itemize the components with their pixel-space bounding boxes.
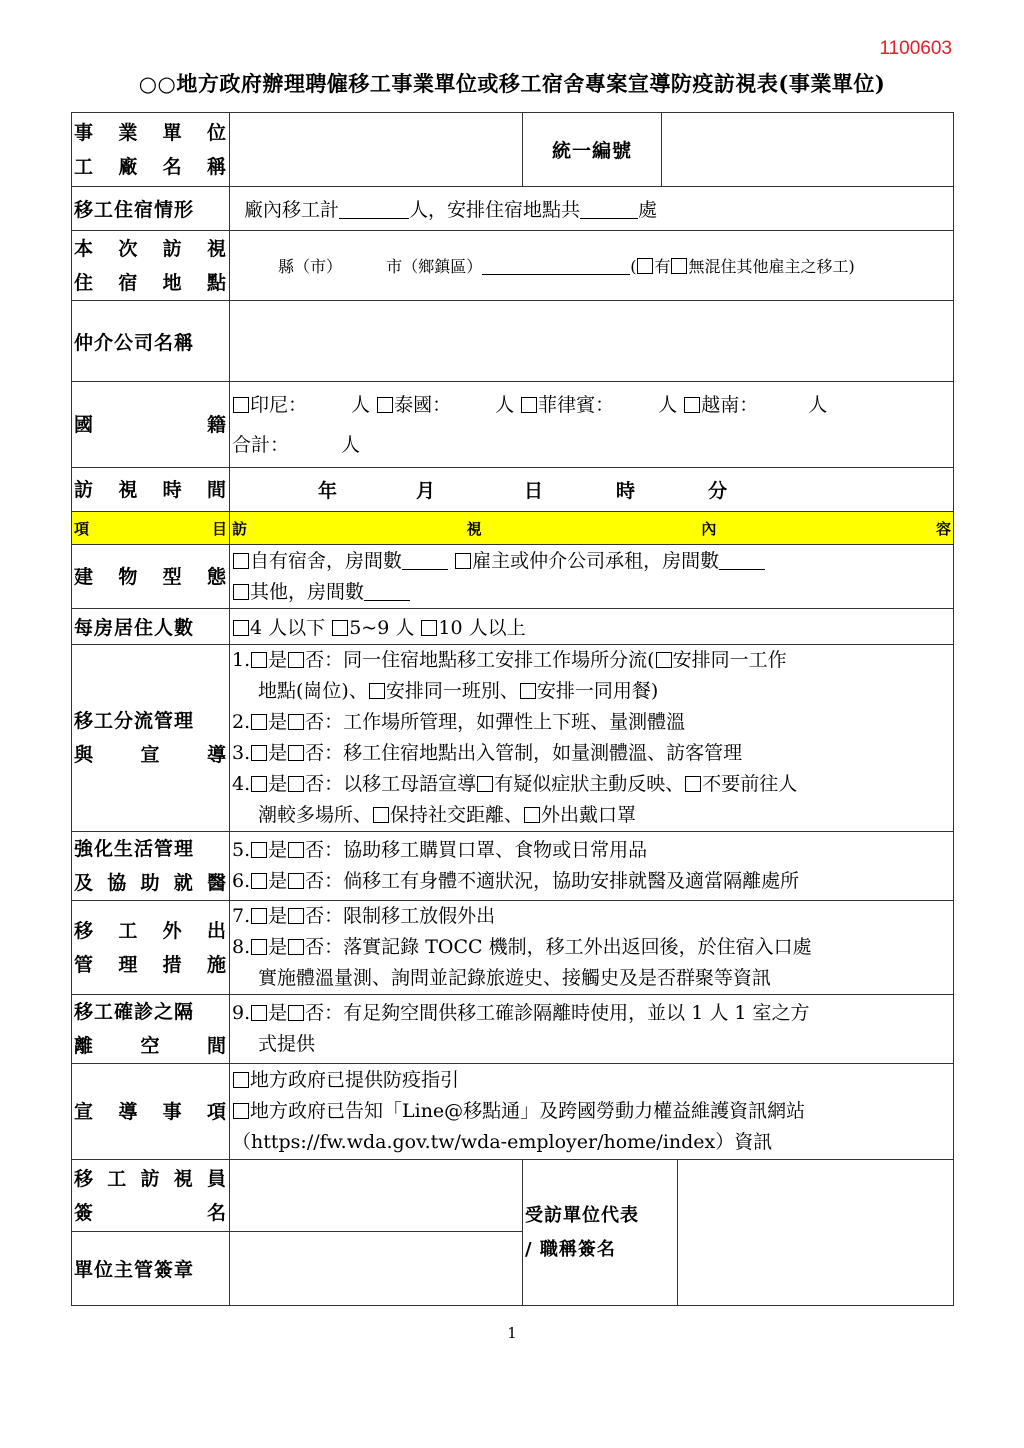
label-unit-line1: 事 業 單 位 — [74, 121, 227, 144]
row-unit-name — [72, 113, 954, 187]
county-text: 縣（市） — [278, 257, 343, 276]
label-agency: 仲介公司名稱 — [72, 301, 230, 382]
label-rep-signature — [523, 1160, 678, 1306]
row-housing — [72, 187, 954, 231]
label-isolation-line2: 離 空 間 — [74, 1035, 227, 1057]
item-4-sub3-checkbox[interactable] — [373, 807, 389, 823]
label-unit-line2: 工 廠 名 稱 — [74, 155, 227, 178]
thailand-checkbox[interactable] — [377, 397, 393, 413]
item-1-yes-checkbox[interactable] — [251, 652, 267, 668]
workers-count-blank[interactable] — [339, 218, 409, 219]
item-9: 9. 是 否：有足夠空間供移工確診隔離時使用，並以 1 人 1 室之方 — [232, 1002, 810, 1024]
label-diversion-line1: 移工分流管理 — [74, 710, 195, 732]
row-visit-time — [72, 468, 954, 512]
indonesia-checkbox[interactable] — [233, 397, 249, 413]
label-supervisor-seal: 單位主管簽章 — [72, 1232, 230, 1306]
philippines-person: 人 — [658, 393, 678, 416]
housing-text-b: 人，安排住宿地點共 — [409, 199, 581, 221]
label-life — [72, 832, 230, 901]
housing-field[interactable] — [230, 187, 954, 231]
item-1-no-checkbox[interactable] — [288, 652, 304, 668]
item-5-yes-checkbox[interactable] — [251, 842, 267, 858]
item-1-sub1-checkbox[interactable] — [656, 652, 672, 668]
address-blank[interactable] — [482, 274, 630, 275]
label-visitor-line2: 簽 名 — [74, 1201, 227, 1224]
row-building — [72, 545, 954, 609]
own-dorm-label: 自有宿舍，房間數 — [250, 549, 403, 572]
minute-label: 分 — [708, 480, 729, 502]
vietnam-checkbox[interactable] — [684, 397, 700, 413]
visit-location-field[interactable] — [230, 231, 954, 301]
housing-text-a: 廠內移工計 — [244, 199, 340, 221]
rented-checkbox[interactable] — [455, 553, 471, 569]
rep-signature-field[interactable] — [678, 1160, 954, 1306]
isolation-field: 9. 是 否：有足夠空間供移工確診隔離時使用，並以 1 人 1 室之方 式提供 — [230, 995, 954, 1064]
document-code: 1100603 — [879, 38, 952, 59]
item-7: 7. 是 否：限制移工放假外出 — [232, 905, 496, 927]
day-label: 日 — [524, 480, 545, 502]
item-9-yes-checkbox[interactable] — [251, 1005, 267, 1021]
label-rep-line2: / 職稱簽名 — [525, 1238, 616, 1260]
mixed-no-checkbox[interactable] — [671, 258, 687, 274]
agency-field[interactable] — [230, 301, 954, 382]
item-8-yes-checkbox[interactable] — [251, 939, 267, 955]
promo-line-label: 地方政府已告知「Line@移點通」及跨國勞動力權益維護資訊網站 — [250, 1100, 806, 1122]
label-life-line1: 強化生活管理 — [74, 838, 195, 860]
total-label: 合計： — [232, 433, 290, 456]
item-1: 1. 是 否：同一住宿地點移工安排工作場所分流( 安排同一工作 — [232, 649, 787, 671]
mixed-yes-checkbox[interactable] — [637, 258, 653, 274]
item-4-sub1-checkbox[interactable] — [477, 776, 493, 792]
vietnam-label: 越南： — [701, 393, 759, 416]
visitor-signature-field[interactable] — [230, 1160, 523, 1232]
promo-line-checkbox[interactable] — [233, 1103, 249, 1119]
label-outing-line2: 管 理 措 施 — [74, 953, 227, 976]
rented-rooms-blank[interactable] — [719, 569, 765, 570]
row-diversion — [72, 645, 954, 832]
other-rooms-blank[interactable] — [364, 600, 410, 601]
item-6: 6. 是 否：倘移工有身體不適狀況，協助安排就醫及適當隔離處所 — [232, 870, 800, 892]
own-rooms-blank[interactable] — [402, 569, 448, 570]
label-isolation-line1: 移工確診之隔 — [74, 1001, 195, 1023]
city-text: 市（鄉鎮區） — [386, 257, 483, 276]
rented-label: 雇主或仲介公司承租，房間數 — [472, 549, 720, 572]
item-4-sub4-checkbox[interactable] — [524, 807, 540, 823]
item-6-no-checkbox[interactable] — [288, 873, 304, 889]
form-title: ○○地方政府辦理聘僱移工事業單位或移工宿舍專案宣導防疫訪視表(事業單位) — [138, 71, 886, 96]
per-room-o2-label: 5~9 人 — [349, 617, 415, 639]
per-room-field — [230, 609, 954, 645]
diversion-field: 1. 是 否：同一住宿地點移工安排工作場所分流( 安排同一工作 地點(崗位)、 安排同一班別、 安排一同用餐) 2. 是 否：工作場所管理，如彈性上下班、量測體溫 3. 是 否：移工住宿地點出入管制，如量測體溫、訪客管理 4. 是 否：以移工母語宣導 有疑似症狀主動反映、 不要前往人 潮較多場所、 保持社交距離、 外出戴口罩 — [230, 645, 954, 832]
inspection-form-table — [71, 112, 954, 1306]
philippines-checkbox[interactable] — [521, 397, 537, 413]
thailand-label: 泰國： — [394, 393, 452, 416]
indonesia-person: 人 — [351, 393, 371, 416]
item-4-sub2-checkbox[interactable] — [685, 776, 701, 792]
label-isolation — [72, 995, 230, 1064]
row-visitor-signature — [72, 1160, 954, 1232]
per-room-o1-label: 4 人以下 — [250, 617, 326, 639]
label-visit-loc-line2: 住 宿 地 點 — [74, 271, 227, 294]
item-1-sub2-checkbox[interactable] — [369, 683, 385, 699]
item-5-no-checkbox[interactable] — [288, 842, 304, 858]
mixed-yes-label: 有 — [654, 257, 671, 276]
item-9-no-checkbox[interactable] — [288, 1005, 304, 1021]
label-diversion — [72, 645, 230, 832]
housing-text-c: 處 — [638, 199, 658, 221]
label-life-line2: 及 協 助 就 醫 — [74, 872, 227, 894]
indonesia-label: 印尼： — [250, 393, 308, 416]
label-building: 建 物 型 態 — [72, 545, 230, 609]
nationality-field — [230, 382, 954, 468]
location-count-blank[interactable] — [580, 218, 638, 219]
header-item: 項 目 — [72, 512, 230, 545]
row-agency — [72, 301, 954, 382]
item-6-yes-checkbox[interactable] — [251, 873, 267, 889]
label-outing — [72, 901, 230, 995]
header-content: 訪 視 內 容 — [230, 512, 954, 545]
item-5: 5. 是 否：協助移工購買口罩、食物或日常用品 — [232, 839, 648, 861]
total-person: 人 — [341, 433, 361, 456]
item-1-sub3-checkbox[interactable] — [520, 683, 536, 699]
row-promotion — [72, 1064, 954, 1160]
label-visitor-line1: 移 工 訪 視 員 — [74, 1167, 227, 1190]
label-promotion: 宣 導 事 項 — [72, 1064, 230, 1160]
item-7-no-checkbox[interactable] — [288, 908, 304, 924]
supervisor-seal-field[interactable] — [230, 1232, 523, 1306]
item-3: 3. 是 否：移工住宿地點出入管制，如量測體溫、訪客管理 — [232, 742, 743, 764]
label-nationality: 國 籍 — [72, 382, 230, 468]
label-visit-location — [72, 231, 230, 301]
item-2-yes-checkbox[interactable] — [251, 714, 267, 730]
tax-id-field[interactable] — [662, 113, 954, 187]
label-visit-loc-line1: 本 次 訪 視 — [74, 237, 227, 260]
building-field — [230, 545, 954, 609]
thailand-person: 人 — [495, 393, 515, 416]
per-room-o1-checkbox[interactable] — [233, 620, 249, 636]
other-building-checkbox[interactable] — [233, 584, 249, 600]
promo-guide-checkbox[interactable] — [233, 1072, 249, 1088]
item-3-no-checkbox[interactable] — [288, 745, 304, 761]
label-housing: 移工住宿情形 — [72, 187, 230, 231]
label-rep-line1: 受訪單位代表 — [525, 1204, 639, 1226]
item-7-yes-checkbox[interactable] — [251, 908, 267, 924]
promo-guide-label: 地方政府已提供防疫指引 — [250, 1069, 460, 1091]
own-dorm-checkbox[interactable] — [233, 553, 249, 569]
per-room-o2-checkbox[interactable] — [332, 620, 348, 636]
year-label: 年 — [318, 480, 339, 502]
row-outing — [72, 901, 954, 995]
item-2-no-checkbox[interactable] — [288, 714, 304, 730]
label-diversion-line2: 與 宣 導 — [74, 744, 227, 766]
label-visitor-signature — [72, 1160, 230, 1232]
item-4-yes-checkbox[interactable] — [251, 776, 267, 792]
row-life — [72, 832, 954, 901]
vietnam-person: 人 — [808, 393, 828, 416]
philippines-label: 菲律賓： — [538, 393, 615, 416]
per-room-o3-checkbox[interactable] — [421, 620, 437, 636]
page-number: 1 — [507, 1324, 517, 1342]
paren-open: ( — [630, 257, 637, 276]
other-building-label: 其他，房間數 — [250, 580, 365, 603]
life-field — [230, 832, 954, 901]
item-2: 2. 是 否：工作場所管理，如彈性上下班、量測體溫 — [232, 711, 686, 733]
mixed-no-label: 無混住其他雇主之移工) — [688, 257, 855, 276]
label-tax-id: 統一編號 — [523, 113, 662, 187]
row-per-room — [72, 609, 954, 645]
item-3-yes-checkbox[interactable] — [251, 745, 267, 761]
outing-field: 7. 是 否：限制移工放假外出 8. 是 否：落實記錄 TOCC 機制，移工外出返回後，於住宿入口處 實施體溫量測、詢問並記錄旅遊史、接觸史及是否群聚等資訊 — [230, 901, 954, 995]
unit-name-field[interactable] — [230, 113, 523, 187]
hour-label: 時 — [616, 480, 637, 502]
promotion-field — [230, 1064, 954, 1160]
label-visit-time: 訪 視 時 間 — [72, 468, 230, 512]
row-nationality — [72, 382, 954, 468]
item-8-no-checkbox[interactable] — [288, 939, 304, 955]
item-4: 4. 是 否：以移工母語宣導 有疑似症狀主動反映、 不要前往人 — [232, 773, 798, 795]
visit-time-field[interactable] — [230, 468, 954, 512]
item-8: 8. 是 否：落實記錄 TOCC 機制，移工外出返回後，於住宿入口處 — [232, 936, 812, 958]
month-label: 月 — [416, 480, 437, 502]
label-outing-line1: 移 工 外 出 — [74, 919, 227, 942]
row-section-header — [72, 512, 954, 545]
per-room-o3-label: 10 人以上 — [438, 617, 526, 639]
item-4-no-checkbox[interactable] — [288, 776, 304, 792]
row-visit-location — [72, 231, 954, 301]
row-isolation — [72, 995, 954, 1064]
promo-url-text: （https://fw.wda.gov.tw/wda-employer/home/index）資訊 — [232, 1131, 773, 1153]
label-unit-name — [72, 113, 230, 187]
label-per-room: 每房居住人數 — [72, 609, 230, 645]
